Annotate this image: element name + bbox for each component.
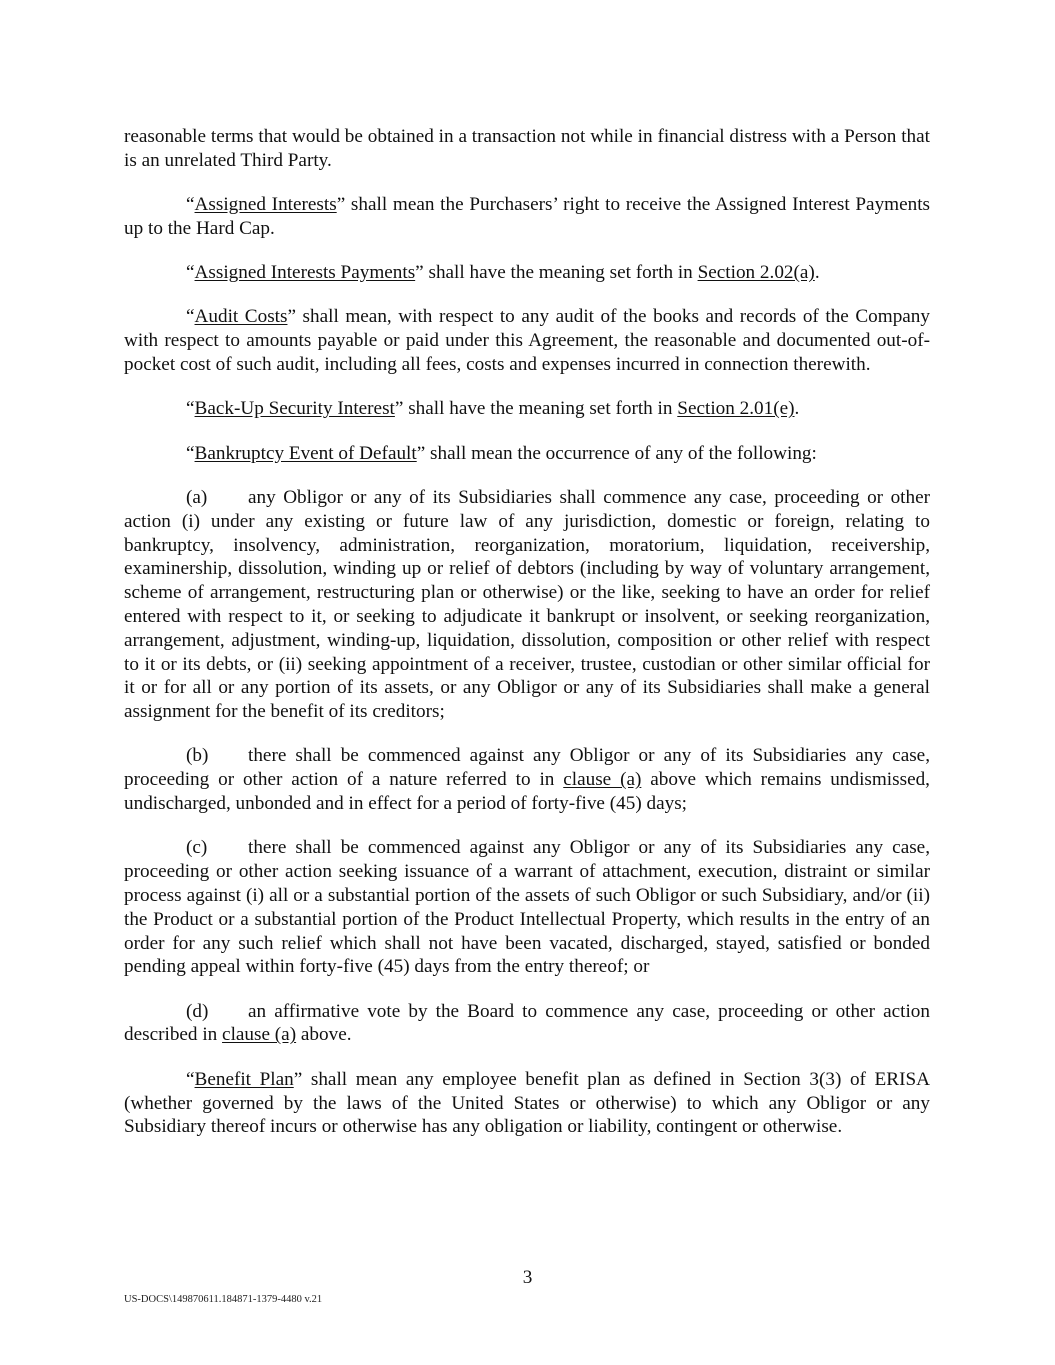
page-number: 3 xyxy=(522,1267,533,1288)
open-quote: “ xyxy=(186,194,195,216)
open-quote: “ xyxy=(186,442,195,464)
definition-text: ” shall have the meaning set forth in xyxy=(415,262,698,284)
definition-text: ” shall mean the Purchasers’ right to receive the Assigned Interest Payments up to the Hard Cap. xyxy=(124,194,931,239)
section-reference: Section 2.01(e) xyxy=(677,398,795,420)
clause-d xyxy=(124,1000,930,1048)
clause-label: (a) xyxy=(186,486,208,508)
clause-reference: clause (a) xyxy=(563,769,642,791)
defined-term: Back-Up Security Interest xyxy=(194,398,395,420)
clause-text: there shall be commenced against any Obligor or any of its Subsidiaries any case, proceeding or other action seeking issuance of a warrant of attachment, execution, distraint or similar process against (i) all or a substantial portion of the assets of such Obligor or such Subsidiary, and/or (ii) the Product or a substantial portion of the Product Intellectual Property, which results in the entry of an order for any such relief which shall not have been vacated, discharged, stayed, satisfied or bonded pending appeal within forty-five (45) days from the entry thereof; or xyxy=(124,837,930,978)
clause-b xyxy=(124,744,930,815)
definition-back-up-security-interest xyxy=(124,397,930,421)
open-quote: “ xyxy=(186,306,195,328)
definition-text: ” shall mean the occurrence of any of the following: xyxy=(416,442,817,464)
clause-reference: clause (a) xyxy=(222,1024,297,1046)
definition-text: ” shall mean any employee benefit plan as defined in Section 3(3) of ERISA (whether governed by the laws of the United States or otherwise) to which any Obligor or any Subsidiary thereof incurs or otherwise has any obligation or liability, contingent or otherwise. xyxy=(124,1068,930,1138)
continued-paragraph: reasonable terms that would be obtained in a transaction not while in financial distress with a Person that is an unrelated Third Party. xyxy=(124,126,930,171)
defined-term: Bankruptcy Event of Default xyxy=(194,442,417,464)
clause-text: an affirmative vote by the Board to commence any case, proceeding or other action described in xyxy=(124,1000,930,1046)
definition-end: . xyxy=(814,262,820,284)
definition-end: . xyxy=(794,398,800,420)
defined-term: Assigned Interests xyxy=(194,194,337,216)
clause-label: (c) xyxy=(186,837,208,859)
document-id: US-DOCS\149870611.184871-1379-4480 v.21 xyxy=(124,1294,323,1305)
clause-c xyxy=(124,836,930,979)
open-quote: “ xyxy=(186,1068,195,1090)
definition-audit-costs xyxy=(124,305,930,376)
definition-benefit-plan xyxy=(124,1068,930,1139)
definition-assigned-interests-payments xyxy=(124,261,930,285)
clause-text: any Obligor or any of its Subsidiaries shall commence any case, proceeding or other action (i) under any existing or future law of any jurisdiction, domestic or foreign, relating to bankruptcy, insolvency, administration, reorganization, moratorium, liquidation, receivership, examinership, dissolution, winding up or relief of debtors (including by way of voluntary arrangement, scheme of arrangement, restructuring plan or otherwise) or the like, seeking to have an order for relief entered with respect to it, or seeking to adjudicate it bankrupt or insolvent, or seeking reorganization, arrangement, adjustment, winding-up, liquidation, dissolution, composition or other relief with respect to it or its debts, or (ii) seeking appointment of a receiver, trustee, custodian or other similar official for it or for all or any portion of its assets, or any Obligor or any of its Subsidiaries shall make a general assignment for the benefit of its creditors; xyxy=(124,486,930,723)
clause-text-end: above. xyxy=(296,1024,352,1046)
definition-assigned-interests xyxy=(124,193,930,241)
clause-text: there shall be commenced against any Obligor or any of its Subsidiaries any case, proceeding or other action of a nature referred to in xyxy=(124,745,930,791)
definition-text: ” shall have the meaning set forth in xyxy=(394,398,678,420)
defined-term: Assigned Interests Payments xyxy=(194,262,416,284)
definition-text: ” shall mean, with respect to any audit of the books and records of the Company with respect to amounts payable or paid under this Agreement, the reasonable and documented out-of-pocket cost of such audit, including all fees, costs and expenses incurred in connection therewith. xyxy=(124,306,930,376)
definition-bankruptcy-event-of-default xyxy=(124,442,930,466)
clause-a xyxy=(124,486,930,724)
clause-text-end: above which remains undismissed, undischarged, unbonded and in effect for a period of forty-five (45) days; xyxy=(124,769,930,815)
clause-label: (b) xyxy=(186,745,209,767)
defined-term: Benefit Plan xyxy=(194,1068,294,1090)
page-body xyxy=(124,125,930,1160)
defined-term: Audit Costs xyxy=(194,306,288,328)
section-reference: Section 2.02(a) xyxy=(697,262,815,284)
clause-label: (d) xyxy=(186,1000,209,1022)
open-quote: “ xyxy=(186,398,195,420)
open-quote: “ xyxy=(186,262,195,284)
